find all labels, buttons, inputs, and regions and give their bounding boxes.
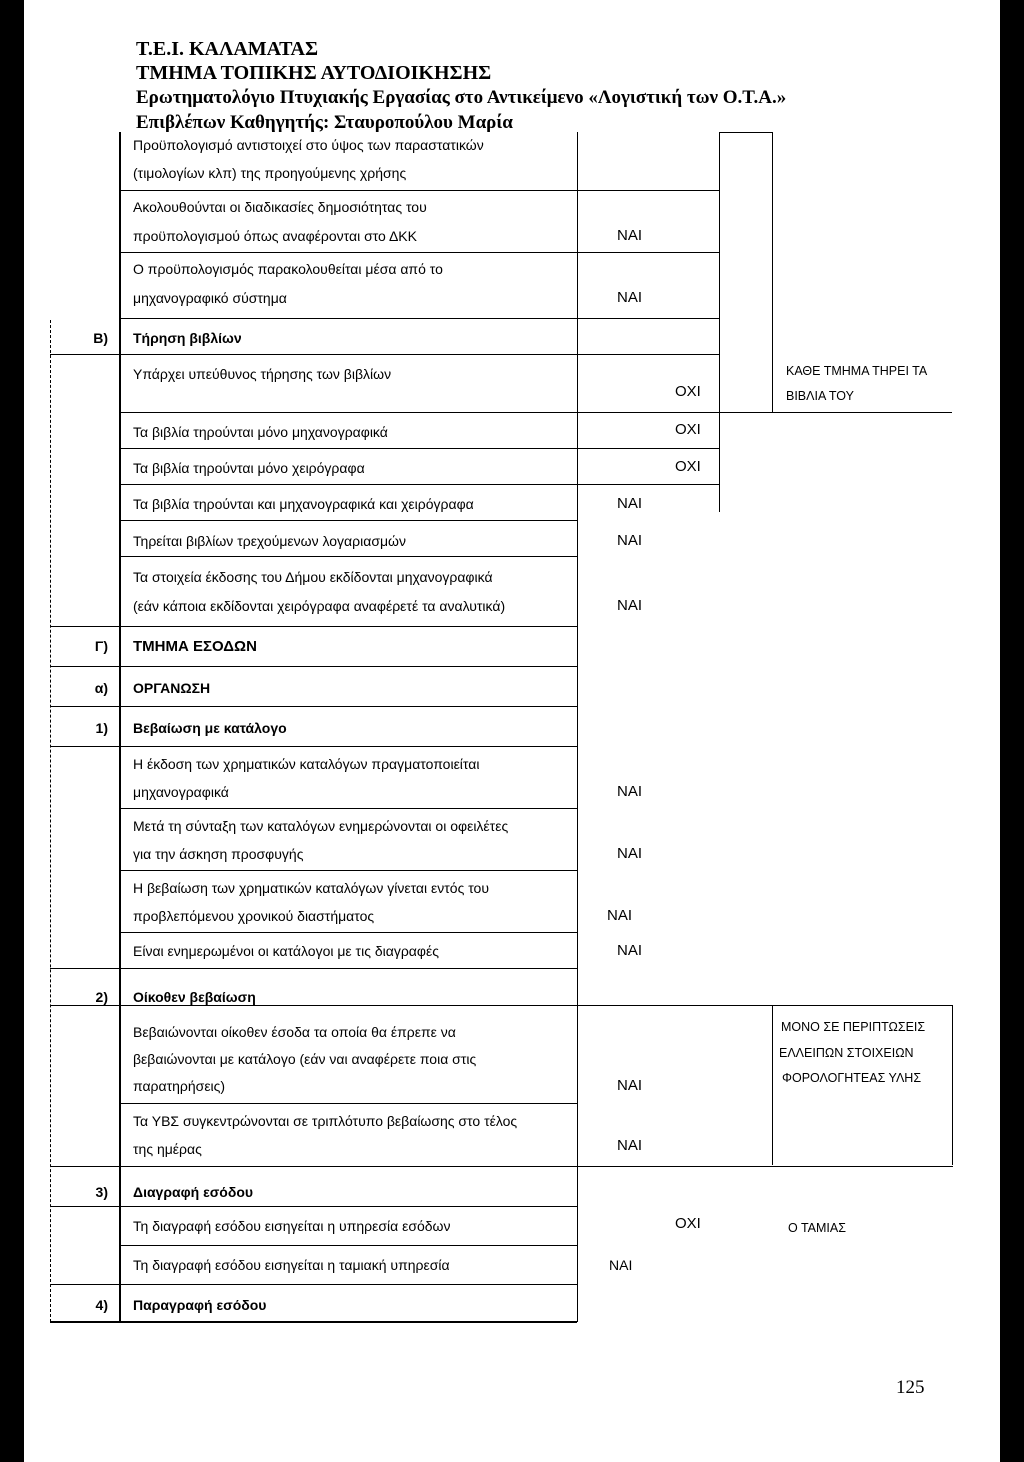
notes-column-divider-3 [772, 1005, 773, 1165]
question-text: Υπάρχει υπεύθυνος τήρησης των βιβλίων [133, 366, 392, 382]
section-title: Διαγραφή εσόδου [133, 1184, 254, 1200]
row-divider [120, 1245, 577, 1246]
section-label: 1) [95, 720, 108, 736]
answer-value: ΝΑΙ [617, 1077, 643, 1094]
answer-value: ΝΑΙ [617, 289, 643, 306]
section-title: ΤΜΗΜΑ ΕΣΟΔΩΝ [133, 638, 257, 655]
section-label: 4) [95, 1297, 108, 1313]
row-divider [50, 666, 577, 667]
row-divider [120, 1103, 577, 1104]
section-title: Οίκοθεν βεβαίωση [133, 989, 256, 1005]
label-column-divider [119, 132, 121, 1322]
question-text: μηχανογραφικά [133, 784, 229, 800]
notes-column-divider-1 [719, 132, 720, 512]
question-text: της ημέρας [133, 1141, 202, 1157]
answer-value: ΝΑΙ [617, 597, 643, 614]
row-divider [50, 626, 577, 627]
section-label: 2) [95, 989, 108, 1005]
answer-column-divider [577, 132, 578, 1322]
table-bottom-border [50, 1321, 577, 1323]
answer-value: ΟΧΙ [675, 383, 701, 400]
row-divider [50, 1166, 953, 1167]
notes-top-border [719, 132, 773, 133]
row-divider [50, 746, 577, 747]
section-title: Παραγραφή εσόδου [133, 1297, 267, 1313]
row-divider [120, 932, 577, 933]
row-divider [50, 968, 577, 969]
question-text: Τα βιβλία τηρούνται μόνο μηχανογραφικά [133, 424, 388, 440]
answer-value: ΝΑΙ [617, 495, 643, 512]
notes-column-divider-2 [772, 132, 773, 412]
question-text: Ο προϋπολογισμός παρακολουθείται μέσα από το [133, 261, 443, 277]
institution-title: Τ.Ε.Ι. ΚΑΛΑΜΑΤΑΣ [136, 38, 319, 60]
question-text: Τα βιβλία τηρούνται μόνο χειρόγραφα [133, 460, 365, 476]
row-divider [120, 556, 577, 557]
remark-text: ΜΟΝΟ ΣΕ ΠΕΡΙΠΤΩΣΕΙΣ [781, 1020, 926, 1034]
remark-text: ΕΛΛΕΙΠΩΝ ΣΤΟΙΧΕΙΩΝ [779, 1046, 914, 1060]
question-text: Τη διαγραφή εσόδου εισηγείται η ταμιακή υπηρεσία [133, 1257, 450, 1273]
question-text: Τα στοιχεία έκδοσης του Δήμου εκδίδονται μηχανογραφικά [133, 569, 493, 585]
section-label: α) [94, 680, 108, 696]
remark-text: ΚΑΘΕ ΤΜΗΜΑ ΤΗΡΕΙ ΤΑ [786, 364, 928, 378]
question-text: (τιμολογίων κλπ) της προηγούμενης χρήσης [133, 165, 407, 181]
answer-value: ΝΑΙ [617, 783, 643, 800]
row-divider [120, 808, 577, 809]
question-text: βεβαιώνονται με κατάλογο (εάν ναι αναφέρετε ποια στις [133, 1051, 477, 1067]
questionnaire-title: Ερωτηματολόγιο Πτυχιακής Εργασίας στο Αντικείμενο «Λογιστική των Ο.Τ.Α.» [136, 87, 787, 108]
section-label: 3) [95, 1184, 108, 1200]
question-text: (εάν κάποια εκδίδονται χειρόγραφα αναφέρετέ τα αναλυτικά) [133, 598, 506, 614]
answer-value: ΟΧΙ [675, 421, 701, 438]
row-divider [120, 448, 720, 449]
row-divider [120, 484, 720, 485]
question-text: Μετά τη σύνταξη των καταλόγων ενημερώνονται οι οφειλέτες [133, 818, 509, 834]
question-text: Η έκδοση των χρηματικών καταλόγων πραγματοποιείται [133, 756, 480, 772]
answer-value: ΟΧΙ [675, 1215, 701, 1232]
row-divider [50, 1206, 577, 1207]
department-title: ΤΜΗΜΑ ΤΟΠΙΚΗΣ ΑΥΤΟΔΙΟΙΚΗΣΗΣ [136, 62, 492, 84]
answer-value: ΝΑΙ [617, 942, 643, 959]
question-text: παρατηρήσεις) [133, 1078, 226, 1094]
question-text: μηχανογραφικό σύστημα [133, 290, 287, 306]
question-text: Είναι ενημερωμένοι οι κατάλογοι με τις διαγραφές [133, 943, 439, 959]
answer-value: ΝΑΙ [617, 227, 643, 244]
row-divider [120, 252, 720, 253]
row-divider [120, 870, 577, 871]
notes-right-border [952, 1005, 953, 1165]
row-divider [50, 1005, 953, 1006]
table-left-border [50, 320, 51, 1322]
page-number: 125 [896, 1377, 925, 1398]
answer-value: ΟΧΙ [675, 458, 701, 475]
row-divider [50, 354, 720, 355]
answer-value: ΝΑΙ [617, 845, 643, 862]
section-title: Τήρηση βιβλίων [133, 330, 242, 346]
question-text: Προϋπολογισμό αντιστοιχεί στο ύψος των παραστατικών [133, 137, 484, 153]
question-text: Η βεβαίωση των χρηματικών καταλόγων γίνεται εντός του [133, 880, 489, 896]
row-divider [120, 520, 577, 521]
row-divider [120, 318, 720, 319]
question-text: Τα βιβλία τηρούνται και μηχανογραφικά και χειρόγραφα [133, 496, 474, 512]
section-label: Γ) [94, 638, 108, 654]
row-divider [50, 706, 577, 707]
row-divider [120, 190, 720, 191]
question-text: για την άσκηση προσφυγής [133, 846, 304, 862]
remark-text: ΒΙΒΛΙΑ ΤΟΥ [786, 389, 854, 403]
question-text: Βεβαιώνονται οίκοθεν έσοδα τα οποία θα έπρεπε να [133, 1024, 456, 1040]
row-divider [120, 412, 952, 413]
question-text: Τη διαγραφή εσόδου εισηγείται η υπηρεσία εσόδων [133, 1218, 451, 1234]
section-title: ΟΡΓΑΝΩΣΗ [133, 680, 211, 696]
row-divider [50, 1284, 577, 1285]
section-title: Βεβαίωση με κατάλογο [133, 720, 287, 736]
answer-value: ΝΑΙ [609, 1257, 633, 1273]
answer-value: ΝΑΙ [617, 1137, 643, 1154]
answer-value: ΝΑΙ [617, 532, 643, 549]
question-text: προϋπολογισμού όπως αναφέρονται στο ΔΚΚ [133, 228, 417, 244]
answer-value: ΝΑΙ [607, 907, 633, 924]
section-label: Β) [93, 330, 108, 346]
question-text: προβλεπόμενου χρονικού διαστήματος [133, 908, 375, 924]
question-text: Ακολουθούνται οι διαδικασίες δημοσιότητας του [133, 199, 427, 215]
question-text: Τα ΥΒΣ συγκεντρώνονται σε τριπλότυπο βεβαίωσης στο τέλος [133, 1113, 518, 1129]
supervisor-line: Επιβλέπων Καθηγητής: Σταυροπούλου Μαρία [136, 112, 513, 133]
question-text: Τηρείται βιβλίων τρεχούμενων λογαριασμών [133, 533, 406, 549]
remark-text: ΦΟΡΟΛΟΓΗΤΕΑΣ ΥΛΗΣ [782, 1071, 922, 1085]
remark-text: Ο ΤΑΜΙΑΣ [788, 1221, 846, 1235]
